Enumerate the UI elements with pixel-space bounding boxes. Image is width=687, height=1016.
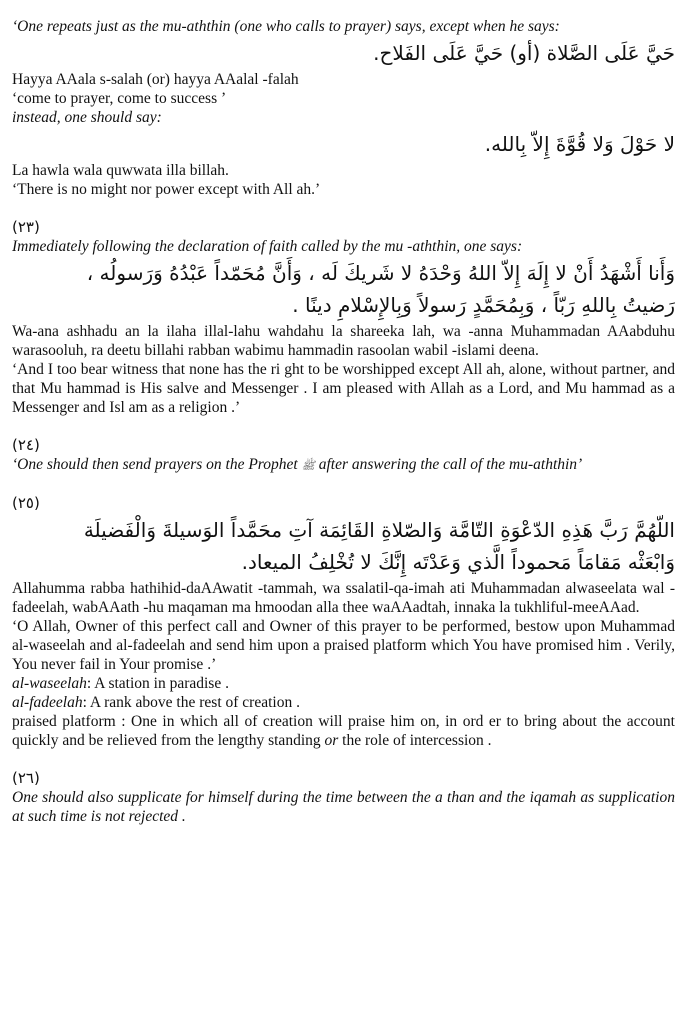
s22-translation: ‘come to prayer, come to success ’ [12,90,227,107]
s23-translation: ‘And I too bear witness that none has the ri ght to be worshipped except All ah, alone, without partner, and that Mu hammad is His salve and Messenger . I am pleased with Allah as a Lord, and Mu hammad as a Messenger and Isl am as a religion .’ [12,361,675,416]
s23-number: (٢٣) [12,218,40,236]
document-page [12,0,675,826]
s23-arabic-line-1: وَأَنا أَشْهَدُ أَنْ لا إِلَهَ إِلاّ اللهُ وَحْدَهُ لا شَريكَ لَه ، وَأَنَّ مُحَمّداً عَبْدُهُ وَرَسولُه ، [86,261,675,285]
s22-transliteration: Hayya AAala s-salah (or) hayya AAalal -falah [12,71,299,88]
gloss-term: al-fadeelah [12,694,83,711]
s22-arabic: حَيَّ عَلَى الصَّلاة (أو) حَيَّ عَلَى الفَلاح. [373,41,675,65]
s25-transliteration: Allahumma rabba hathihid-daAAwatit -tammah, wa ssalatil-qa-imah ati Muhammadan alwaseelata wal -fadeelah, wabAAath -hu maqaman ma hmoodan alla thee waAAadtah, innaka la tukhliful-meeAAad. [12,580,675,616]
s25-number: (٢٥) [12,494,40,512]
s23-arabic-line-2: رَضيتُ بِاللهِ رَبّاً ، وَبِمُحَمَّدٍ رَسولاً وَبِالإِسْلامِ دينًا . [292,293,675,317]
s25-gloss-praised-platform [12,712,675,750]
s23-intro: Immediately following the declaration of faith called by the mu -aththin, one says: [12,238,523,255]
s24-number: (٢٤) [12,436,40,454]
s25-arabic-line-2: وَابْعَثْه مَقامَاً مَحموداً الَّذي وَعَدْتَه إِنَّكَ لا تُخْلِفُ الميعاد. [241,550,675,574]
gloss-definition: : A station in paradise . [86,675,229,692]
gloss-text: praised platform : One in which all of creation will praise him on, in ord er to bring about the account quickly and be relieved from the lengthy standing [12,713,675,749]
s22-transliteration-2: La hawla wala quwwata illa billah. [12,162,229,179]
gloss-or: or [324,732,339,749]
s22-intro: ‘One repeats just as the mu-aththin (one who calls to prayer) says, except when he says: [12,18,560,35]
s24-text-before: ‘One should then send prayers on the Prophet [12,456,298,473]
s26-text: One should also supplicate for himself during the time between the a than and the iqamah as supplication at such time is not rejected . [12,789,675,825]
gloss-term: al-waseelah [12,675,87,692]
s24-text-after: after answering the call of the mu-aththin’ [318,456,583,473]
s25-gloss-fadeelah [12,693,675,712]
s22-arabic-2: لا حَوْلَ وَلا قُوَّةَ إِلاّ بِالله. [484,132,675,156]
s23-transliteration: Wa-ana ashhadu an la ilaha illal-lahu wahdahu la shareeka lah, wa -anna Muhammadan AAabduhu warasooluh, ra deetu billahi rabban wabimu hammadin rasoolan wabil -islami deena. [12,323,675,359]
s26-number: (٢٦) [12,769,40,787]
s24-text [12,455,675,475]
gloss-end: the role of intercession . [342,732,492,749]
s25-gloss-waseelah [12,674,675,693]
s22-instead: instead, one should say: [12,109,162,126]
s25-arabic-line-1: اللّهُمَّ رَبَّ هَذِهِ الدّعْوَةِ التّامَّة وَالصّلاةِ القَائِمَة آتِ محَمَّداً الوَسيلةَ وَالْفَضيلَة [83,518,675,542]
gloss-definition: : A rank above the rest of creation . [82,694,300,711]
s22-translation-2: ‘There is no might nor power except with All ah.’ [12,181,321,198]
s25-translation: ‘O Allah, Owner of this perfect call and Owner of this prayer to be performed, bestow upon Muhammad al-waseelah and al-fadeelah and send him upon a praised platform which You have promised him . Verily, You never fail in Your promise .’ [12,618,675,673]
salla-symbol: ﷺ [301,459,315,472]
